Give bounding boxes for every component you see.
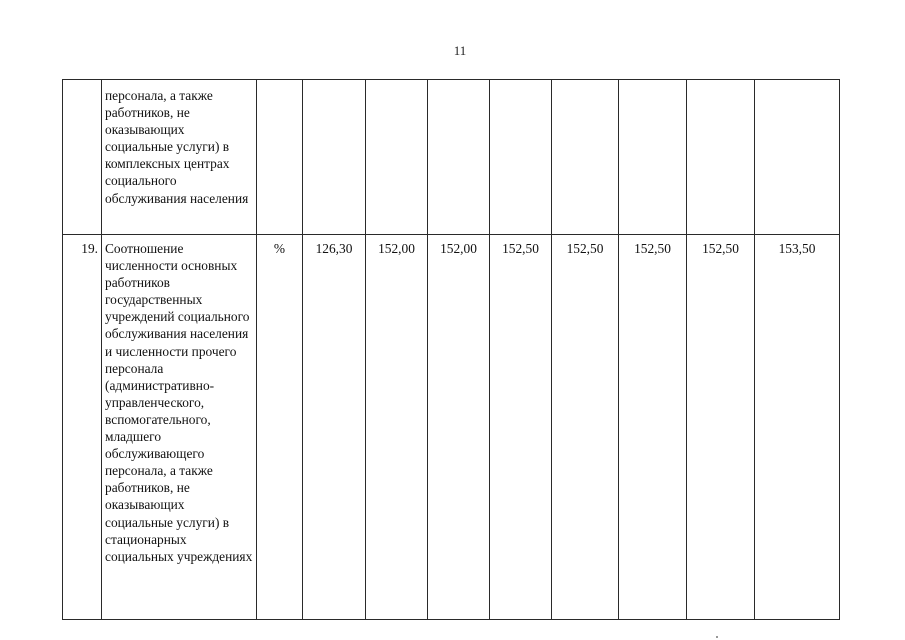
page-number: 11	[453, 43, 467, 58]
indicator-name-cell: персонала, а также работников, не оказывающих социальные услуги) в комплексных центрах социального обслуживания населения	[102, 80, 257, 235]
table-row-19	[63, 235, 840, 620]
value-cell	[490, 80, 552, 235]
value-cell: 126,30	[303, 235, 366, 620]
value-cell	[755, 80, 840, 235]
unit-cell	[257, 80, 303, 235]
value-cell	[303, 80, 366, 235]
value-cell	[552, 80, 619, 235]
scan-speck	[716, 636, 718, 638]
value-cell	[428, 80, 490, 235]
value-cell	[619, 80, 687, 235]
value-cell: 152,50	[552, 235, 619, 620]
value-cell: 152,50	[490, 235, 552, 620]
value-cell: 152,50	[619, 235, 687, 620]
row-number-cell	[63, 80, 102, 235]
table-row-continuation	[63, 80, 840, 235]
indicator-table	[62, 79, 840, 620]
indicator-name-cell: Соотношение численности основных работников государственных учреждений социального обслуживания населения и численности прочего персонала (административно-управленческого, вспомогательного, младшего обслуживающего персонала, а также работников, не оказывающих социальные услуги) в стационарных социальных учреждениях	[102, 235, 257, 620]
value-cell: 152,50	[687, 235, 755, 620]
unit-cell: %	[257, 235, 303, 620]
value-cell: 152,00	[366, 235, 428, 620]
value-cell: 153,50	[755, 235, 840, 620]
row-number-cell: 19.	[63, 235, 102, 620]
value-cell: 152,00	[428, 235, 490, 620]
value-cell	[687, 80, 755, 235]
value-cell	[366, 80, 428, 235]
